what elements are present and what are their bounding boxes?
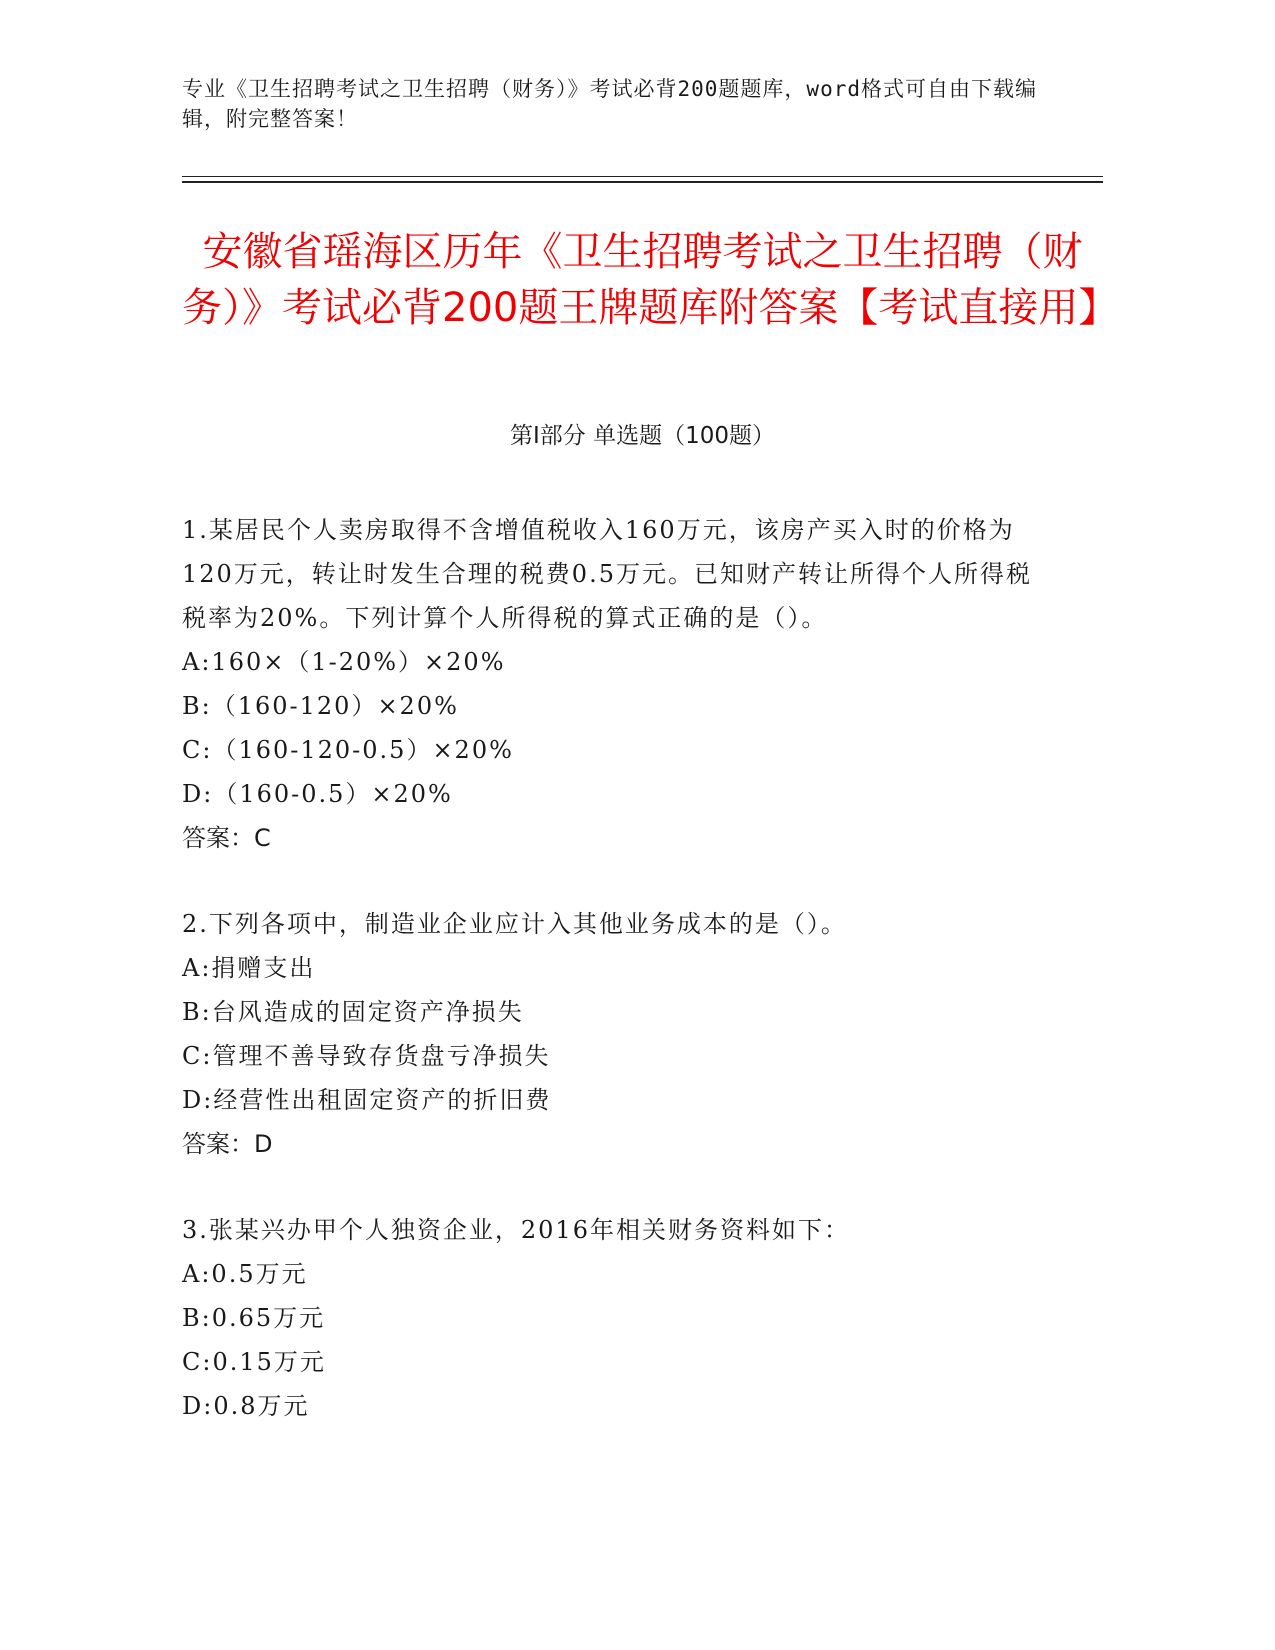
question-stem: 2.下列各项中，制造业企业应计入其他业务成本的是（）。 <box>182 910 847 938</box>
question-list <box>182 508 1042 1470</box>
option-d: D:经营性出租固定资产的折旧费 <box>182 1086 552 1114</box>
option-a: A:捐赠支出 <box>182 954 316 982</box>
option-d: D:0.8万元 <box>182 1392 310 1420</box>
option-b: B:0.65万元 <box>182 1304 326 1332</box>
document-title: 安徽省瑶海区历年《卫生招聘考试之卫生招聘（财务）》考试必背200题王牌题库附答案【考试直接用】 <box>182 229 1119 331</box>
option-a: A:160×（1-20%）×20% <box>182 648 506 676</box>
option-c: C:管理不善导致存货盘亏净损失 <box>182 1042 551 1070</box>
answer-line: 答案：C <box>182 824 271 852</box>
header-divider-thin <box>182 176 1103 177</box>
option-c: C:（160-120-0.5）×20% <box>182 736 514 764</box>
option-b: B:（160-120）×20% <box>182 692 459 720</box>
answer-line: 答案：D <box>182 1130 273 1158</box>
question-stem: 3.张某兴办甲个人独资企业，2016年相关财务资料如下： <box>182 1216 850 1244</box>
question-2 <box>182 902 1042 1166</box>
header-note: 专业《卫生招聘考试之卫生招聘（财务）》考试必背200题题库，word格式可自由下载编辑，附完整答案！ <box>182 77 1037 131</box>
option-c: C:0.15万元 <box>182 1348 326 1376</box>
option-a: A:0.5万元 <box>182 1260 308 1288</box>
section-title: 第Ⅰ部分 单选题（100题） <box>510 423 775 449</box>
question-stem: 1.某居民个人卖房取得不含增值税收入160万元，该房产买入时的价格为120万元，转让时发生合理的税费0.5万元。已知财产转让所得个人所得税税率为20%。下列计算个人所得税的算式正确的是（）。 <box>182 516 1032 632</box>
question-3 <box>182 1208 1042 1428</box>
option-b: B:台风造成的固定资产净损失 <box>182 998 524 1026</box>
header-divider-thick <box>182 181 1103 183</box>
question-1 <box>182 508 1042 860</box>
option-d: D:（160-0.5）×20% <box>182 780 453 808</box>
